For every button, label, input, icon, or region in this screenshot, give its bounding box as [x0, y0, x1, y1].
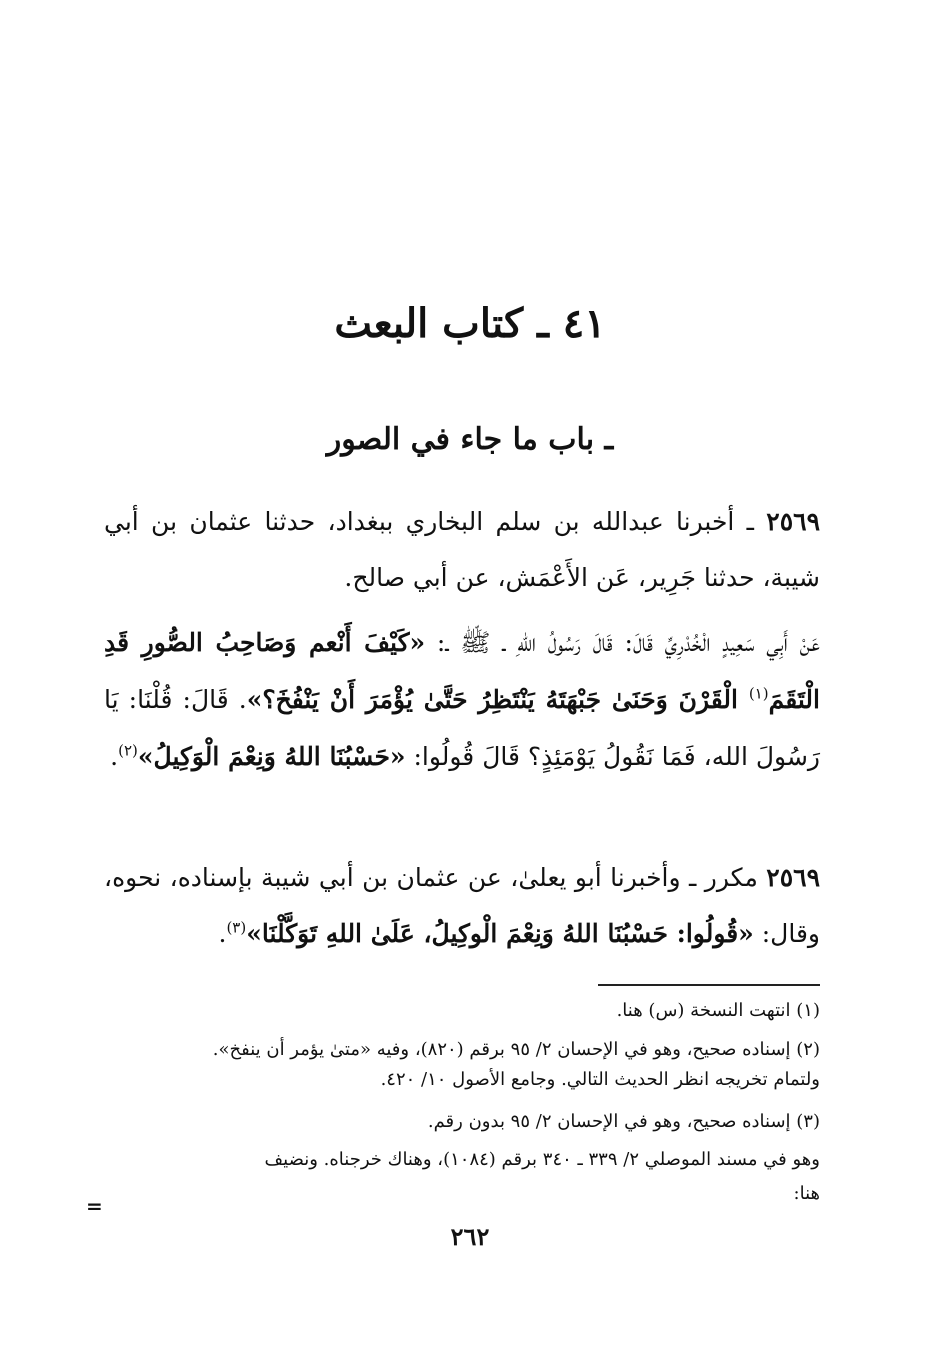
footnote-ref-3[interactable]: (٣) — [226, 918, 247, 937]
footnote-2: (٢) إسناده صحيح، وهو في الإحسان ٢/ ٩٥ برقم (٨٢٠)، وفيه «متىٰ يؤمر أن ينفخ». — [212, 1039, 820, 1060]
prophetic-quote-2: «حَسْبُنَا اللهُ وَنِعْمَ الْوَكِيلُ» — [137, 742, 406, 771]
hadith-number: ٢٥٦٩ — [766, 507, 820, 536]
repeated-end: . — [218, 919, 227, 948]
footnote-3-continuation: وهو في مسند الموصلي ٢/ ٣٣٩ ـ ٣٤٠ برقم (١٠٨٤)، وهناك خرجناه. ونضيف — [264, 1149, 820, 1170]
footnote-3-continuation-2: هنا: — [793, 1183, 820, 1204]
prophetic-quote: «كَيْفَ أَنْعم وَصَاحِبُ الصُّورِ قَدِ الْتَقَمَ — [104, 628, 820, 714]
footnote-3: (٣) إسناده صحيح، وهو في الإحسان ٢/ ٩٥ بدون رقم. — [427, 1111, 820, 1132]
matn-end: . — [110, 742, 119, 771]
page-number: ٢٦٢ — [450, 1222, 490, 1251]
hadith-number-repeated: ٢٥٦٩ — [766, 863, 820, 892]
repeated-quote: «قُولُوا: حَسْبُنَا اللهُ وَنِعْمَ الْوكِيلُ، عَلَىٰ اللهِ تَوَكَّلْنَا» — [246, 919, 754, 948]
book-title: ٤١ ـ كتاب البعث — [334, 300, 606, 347]
hadith-2569-isnad — [104, 494, 820, 606]
footnote-ref-2[interactable]: (٢) — [118, 741, 138, 760]
matn-middle: . قَالَ: قُلْنَا: يَا رَسُولَ الله، فَمَا نَقُولُ يَوْمَئِذٍ؟ قَالَ قُولُوا: — [104, 685, 820, 771]
footnote-1: (١) انتهت النسخة (س) هنا. — [616, 1000, 820, 1021]
isnad-text: ـ أخبرنا عبدالله بن سلم البخاري ببغداد، حدثنا عثمان بن أبي شيبة، حدثنا جَرِير، عَن الأَعْمَش، عن أبي صالح. — [104, 507, 820, 592]
footnote-2-continuation: ولتمام تخريجه انظر الحديث التالي. وجامع الأصول ١٠/ ٤٢٠. — [380, 1069, 820, 1090]
hadith-2569-matn — [104, 614, 820, 785]
continuation-mark: = — [86, 1194, 103, 1218]
prophetic-quote-cont: الْقَرْنَ وَحَنَىٰ جَبْهَتَهُ يَنْتَظِرُ حَتَّىٰ يُؤْمَرَ أَنْ يَنْفُخَ؟» — [246, 685, 749, 714]
hadith-2569-repeated — [104, 850, 820, 962]
matn-intro: عَنْ أَبِي سَعِيدٍ الْخُدْرِيِّ قَالَ: قَالَ رَسُولُ اللهِ ـ ﷺ ـ: — [425, 628, 820, 657]
footnote-ref-1[interactable]: (١) — [748, 684, 769, 703]
chapter-title: ـ باب ما جاء في الصور — [326, 422, 614, 457]
footnote-divider — [598, 984, 820, 986]
repeated-text: مكرر ـ وأخبرنا أبو يعلىٰ، عن عثمان بن أبي شيبة بإسناده، نحوه، وقال: — [104, 863, 820, 948]
